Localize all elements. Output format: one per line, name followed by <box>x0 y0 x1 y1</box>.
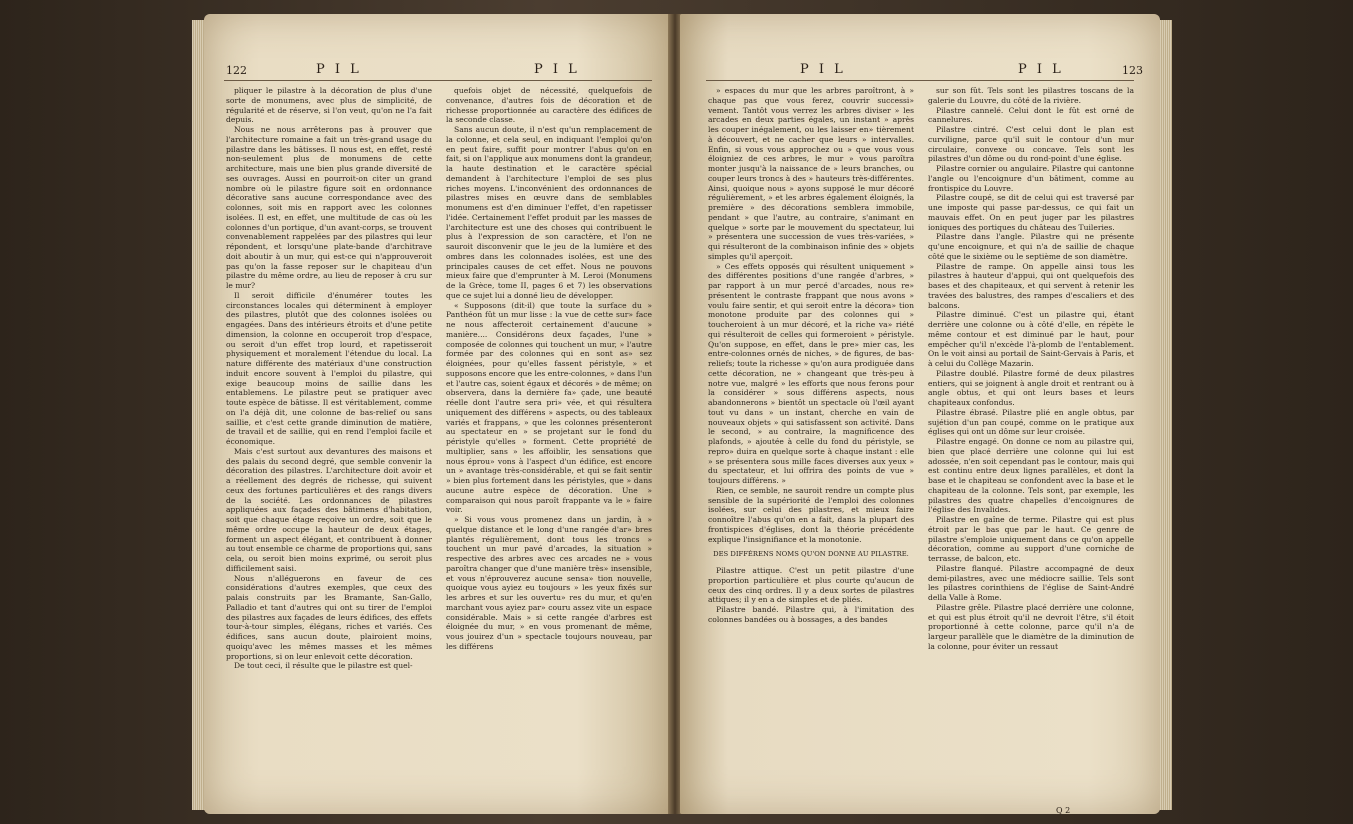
paragraph: pliquer le pilastre à la décoration de plus d'une sorte de monumens, avec plus de simplicité, de régularité et de réserve, si l'on veut, qu'on ne l'a fait depuis. <box>226 86 432 125</box>
paragraph: Rien, ce semble, ne sauroit rendre un compte plus sensible de la supériorité de l'emploi des colonnes isolées, sur celui des pilastres, et mieux faire connoître l'abus qu'on en a fait, dans la plupart des frontispices d'églises, dont la théorie précédente explique l'insignifiance et la monotonie. <box>708 485 914 544</box>
paragraph: DES DIFFÉRENS NOMS QU'ON DONNE AU PILASTRE. <box>713 550 909 559</box>
paragraph: Pilastre diminué. C'est un pilastre qui, étant derrière une colonne ou à côté d'elle, en répète le même contour et est diminué par le haut, pour empêcher qu'il n'excède l'à-plomb de l'entablement. On le voit ainsi au portail de Saint-Gervais à Paris, et à celui du Collège Mazarin. <box>928 310 1134 368</box>
paragraph: Nous ne nous arrêterons pas à prouver que l'architecture romaine a fait un très-grand usage du pilastre dans les bâtisses. Il nous est, en effet, resté non-seulement plus de monumens de cette architecture, mais une bien plus grande diversité de ses ouvrages. Aussi en pourroit-on citer un grand nombre où le pilastre figure soit en ordonnance décorative sans aucune correspondance avec des colonnes, soit mis en rapport avec les colonnes isolées. Il est, en effet, une multitude de cas où les colonnes d'un portique, d'un avant-corps, se trouvent convenablement rappelées par des pilastres qui leur répondent, et lorsqu'une plate-bande d'architrave doit aboutir à un mur, qui est-ce qui n'approuveroit pas qu'on la fasse reposer sur le chapiteau d'un pilastre du même ordre, au lieu de reposer à cru sur le mur? <box>226 125 432 290</box>
header-rule <box>224 80 652 81</box>
page-number: 123 <box>1122 64 1143 77</box>
paragraph: Pilastre ébrasé. Pilastre plié en angle obtus, par sujétion d'un pan coupé, comme on le pratique aux églises qui ont un dôme sur leur croisée. <box>928 407 1134 437</box>
paragraph: Sans aucun doute, il n'est qu'un remplacement de la colonne, et cela seul, en indiquant l'emploi qu'on en peut faire, suffit pour montrer l'abus qu'on en fait, si on l'applique aux monumens dont la grandeur, la haute destination et le caractère spécial demandent à l'architecture l'emploi de ses plus riches moyens. L'inconvénient des ordonnances de pilastres mises en œuvre dans de semblables monumens est d'en diminuer l'effet, d'en rapetisser l'idée. Certainement l'effet produit par les masses de l'architecture est une des choses qui contribuent le plus à l'expression de son caractère, et l'on ne sauroit disconvenir que le jeu de la lumière et des ombres dans les colonnades isolées, est une des principales causes de cet effet. Nous ne pouvons mieux faire que d'emprunter à M. Leroi (Monumens de la Grèce, tome II, pages 6 et 7) les observations que ce sujet lui a donné lieu de développer. <box>446 125 652 300</box>
paragraph: Pilastre bandé. Pilastre qui, à l'imitation des colonnes bandées ou à bossages, a des bandes <box>708 605 914 624</box>
text-column <box>928 86 1134 798</box>
running-header: P I L <box>316 62 362 77</box>
page-number: 122 <box>226 64 247 77</box>
paragraph: « Supposons (dit-il) que toute la surface du » Panthéon fût un mur lisse : la vue de cette sur» face ne nous affecteroit certainement d'aucune » manière.... Considérons deux façades, l'une » composée de colonnes qui touchent un mur, » l'autre formée par des colonnes qui en sont as» sez éloignées, pour qu'elles fassent péristyle, » et supposons encore que les entre-colonnes, » dans l'un et l'autre cas, soient égaux et décorés » de même; on observera, dans la dernière fa» çade, une beauté réelle dont l'autre sera pri» vée, et qui résultera uniquement des différens » aspects, ou des tableaux variés et frappans, » que les colonnes présenteront au spectateur en » se projetant sur le fond du péristyle qu'elles » forment. Cette propriété de multiplier, sans » les affoiblir, les sensations que nous éprou» vons à l'aspect d'un édifice, est encore un » avantage très-considérable, et qui se fait sentir » bien plus fortement dans les péristyles, que » dans aucune autre espèce de décoration. Une » comparaison qui nous paroît frappante va le » faire voir. <box>446 300 652 515</box>
paragraph: quefois objet de nécessité, quelquefois de convenance, d'autres fois de décoration et de richesse proportionnée au caractère des édifices de la seconde classe. <box>446 86 652 125</box>
running-header: P I L <box>534 62 580 77</box>
paragraph: Pilastre cintré. C'est celui dont le plan est curviligne, parce qu'il suit le contour d'un mur circulaire, convexe ou concave. Tels sont les pilastres d'un dôme ou du rond-point d'une église. <box>928 125 1134 164</box>
paragraph: » espaces du mur que les arbres paroîtront, à » chaque pas que vous ferez, couvrir successi» vement. Tantôt vous verrez les arbres diviser » les arcades en deux parties égales, un instant » après les couper inégalement, ou les laisser en» tièrement à découvert, et ne cacher que leurs » intervalles. Enfin, si vous vous approchez ou » que vous vous éloigniez de ces arbres, le mur » vous paroîtra monter jusqu'à la naissance de » leurs branches, ou couper leurs troncs à des » hauteurs très-différentes. Ainsi, quoique nous » ayons supposé le mur décoré régulièrement, » et les arbres également éloignés, la première » des décorations semblera immobile, pendant » que l'autre, au contraire, s'animant en quelque » sorte par le mouvement du spectateur, lui » présentera une succession de vues très-variées, » qui résulteront de la combinaison infinie des » objets simples qu'il aperçoit. <box>708 86 914 261</box>
paragraph: Pilastre grêle. Pilastre placé derrière une colonne, et qui est plus étroit qu'il ne devroit l'être, s'il étoit proportionné à cette colonne, parce qu'il n'a de largeur parallèle que le diamètre de la diminution de la colonne, pour éviter un ressaut <box>928 602 1134 651</box>
paragraph: » Ces effets opposés qui résultent uniquement » des différentes positions d'une rangée d'arbres, » par rapport à un mur percé d'arcades, nous re» présentent le contraste frappant que nous avons » voulu faire sentir, et qui seroit entre la décora» tion monotone produite par des colonnes qui » toucheroient à un mur décoré, et la riche va» riété qui résulteroit de celles qui formeroient » péristyle. Qu'on suppose, en effet, dans le pre» mier cas, les entre-colonnes ornés de niches, » de figures, de bas-reliefs; toute la richesse » qu'on aura prodiguée dans cette décoration, ne » changeant que très-peu à notre vue, malgré » les efforts que nous ferons pour la considérer » sous différens aspects, nous abandonnerons » bientôt un spectacle où l'œil ayant tout vu dans » un instant, cherche en vain de nouveaux objets » qui satisfassent son activité. Dans le second, » au contraire, la magnificence des plafonds, » ajoutée à celle du fond du péristyle, se repro» duira en quelque sorte à chaque instant : elle » se présentera sous mille faces diverses aux yeux » du spectateur, et lui offrira des points de vue » toujours différens. » <box>708 261 914 485</box>
paragraph: Mais c'est surtout aux devantures des maisons et des palais du second degré, que semble convenir la décoration des pilastres. L'architecture doit avoir et a réellement des degrés de richesse, qui suivent ceux des fortunes particulières et des rangs divers de la société. Les ordonnances de pilastres appliquées aux façades des bâtimens d'habitation, soit que chaque étage reçoive un ordre, soit que le même ordre occupe la hauteur de deux étages, forment un aspect élégant, et contribuent à donner au tout ensemble ce charme de proportions qui, sans cela, ou seroit bien moins exprimé, ou seroit plus difficilement saisi. <box>226 446 432 573</box>
paragraph: Pilastre attique. C'est un petit pilastre d'une proportion particulière et plus courte qu'aucun de ceux des cinq ordres. Il y a deux sortes de pilastres attiques; il y en a de simples et de pliés. <box>708 566 914 605</box>
paragraph: Il seroit difficile d'énumérer toutes les circonstances locales qui déterminent à employer des pilastres, plutôt que des colonnes isolées ou engagées. Dans des intérieurs étroits et d'une petite dimension, la colonne en occuperoit trop d'espace, ou seroit d'un effet trop lourd, et rapetisseroit physiquement et moralement l'étendue du local. La nature différente des matériaux d'une construction induit encore souvent à l'emploi du pilastre, qui exige beaucoup moins de saillie dans les entablemens. Le pilastre peut se pratiquer avec toute espèce de bâtisse. Il est véritablement, comme on l'a déjà dit, une colonne de bas-relief ou sans saillie, et c'est cette grande diminution de matière, de travail et de saillie, qui en rend l'emploi facile et économique. <box>226 290 432 446</box>
paragraph: » Si vous vous promenez dans un jardin, à » quelque distance et le long d'une rangée d'ar» bres plantés régulièrement, dont tous les troncs » touchent un mur pavé d'arcades, la situation » respective des arbres avec ces arcades ne » vous paroîtra changer que d'une manière très» insensible, et vous n'éprouverez aucune sensa» tion nouvelle, quoique vous ayiez eu toujours » les yeux fixés sur les arbres et sur les ouvertu» res du mur, et qu'en marchant vous ayiez par» couru assez vite un espace considérable. Mais » si cette rangée d'arbres est éloignée du mur, » en vous promenant de même, vous jouirez d'un » spectacle toujours nouveau, par les différens <box>446 515 652 651</box>
paragraph: Pilastre dans l'angle. Pilastre qui ne présente qu'une encoignure, et qui n'a de saillie de chaque côté que le sixième ou le septième de son diamètre. <box>928 232 1134 261</box>
paragraph: Pilastre cannelé. Celui dont le fût est orné de cannelures. <box>928 105 1134 125</box>
paragraph: sur son fût. Tels sont les pilastres toscans de la galerie du Louvre, du côté de la rivière. <box>928 86 1134 105</box>
paragraph: Pilastre coupé, se dit de celui qui est traversé par une imposte qui passe par-dessus, ce qui fait un mauvais effet. On en peut juger par les pilastres ioniques des portiques du château des Tuileries. <box>928 193 1134 232</box>
paragraph: Pilastre cornier ou angulaire. Pilastre qui cantonne l'angle ou l'encoignure d'un bâtiment, comme au frontispice du Louvre. <box>928 164 1134 193</box>
paragraph: Pilastre de rampe. On appelle ainsi tous les pilastres à hauteur d'appui, qui ont quelquefois des bases et des chapiteaux, et qui servent à retenir les travées des balustres, des rampes d'escaliers et des balcons. <box>928 261 1134 310</box>
paragraph: Pilastre doublé. Pilastre formé de deux pilastres entiers, qui se joignent à angle droit et rentrant ou à angle obtus, et qui ont leurs bases et leurs chapiteaux confondus. <box>928 368 1134 407</box>
paragraph: Pilastre en gaîne de terme. Pilastre qui est plus étroit par le bas que par le haut. Ce genre de pilastre s'emploie uniquement dans ce qu'on appelle décoration, comme au support d'une corniche de terrasse, de balcon, etc. <box>928 515 1134 563</box>
right-page <box>680 14 1160 814</box>
paragraph: De tout ceci, il résulte que le pilastre est quel- <box>234 661 413 671</box>
text-column <box>446 86 652 798</box>
paragraph: Pilastre flanqué. Pilastre accompagné de deux demi-pilastres, avec une médiocre saillie. Tels sont les pilastres corinthiens de l'église de Saint-André della Valle à Rome. <box>928 563 1134 602</box>
running-header: P I L <box>1018 62 1064 77</box>
paragraph: Pilastre engagé. On donne ce nom au pilastre qui, bien que placé derrière une colonne qui lui est adossée, n'en soit cependant pas le contour, mais qui est continu entre deux lignes parallèles, et dont la base et le chapiteau se confondent avec la base et le chapiteau de la colonne. Tels sont, par exemple, les pilastres des quatre chapelles d'encoignures de l'église des Invalides. <box>928 437 1134 515</box>
text-column <box>226 86 432 798</box>
left-page <box>204 14 670 814</box>
header-rule <box>706 80 1134 81</box>
paragraph: Nous n'alléguerons en faveur de ces considérations d'autres exemples, que ceux des palais construits par les Bramante, San-Gallo, Palladio et tant d'autres qui ont su tirer de l'emploi des pilastres aux façades de leurs édifices, des effets tour-à-tour simples, élégans, riches et variés. Ces édifices, sans aucun doute, plairoient moins, quoiqu'avec les mêmes masses et les mêmes proportions, si on leur enlevoit cette décoration. <box>226 573 432 661</box>
text-column <box>708 86 914 798</box>
signature-mark: Q 2 <box>1056 806 1071 814</box>
right-page-edges <box>1158 20 1172 810</box>
running-header: P I L <box>800 62 846 77</box>
